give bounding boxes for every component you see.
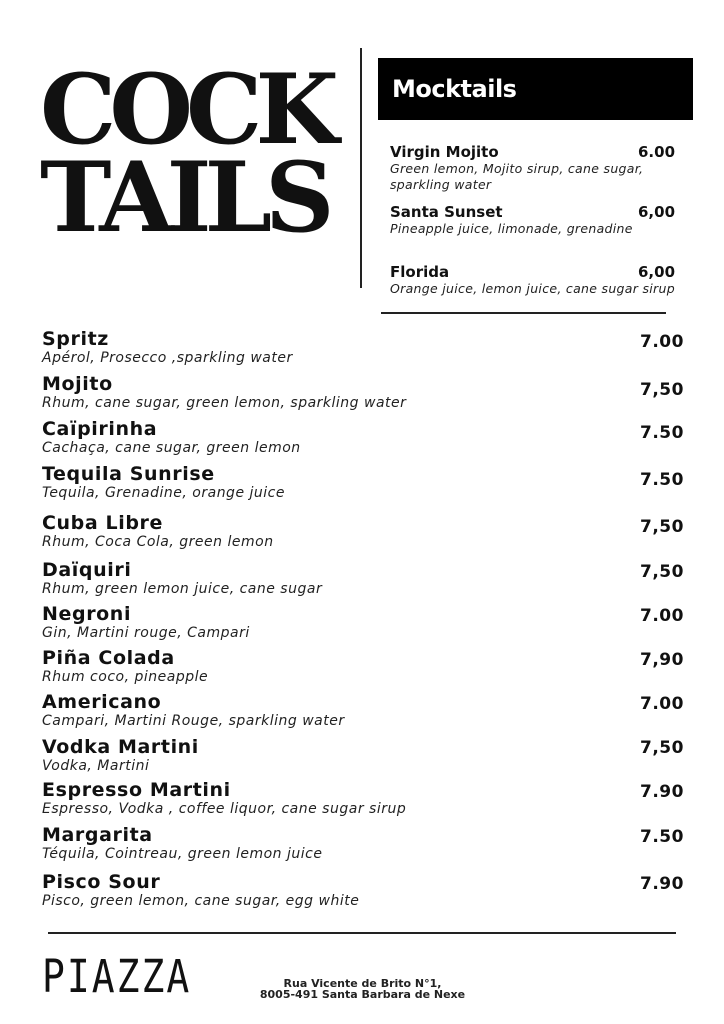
cocktail-description: Rhum, cane sugar, green lemon, sparkling water (42, 395, 407, 411)
page-title-line-2: TAILS (40, 141, 328, 254)
cocktail-price: 7,50 (640, 517, 684, 537)
mocktail-name: Virgin Mojito (390, 143, 499, 161)
mocktail-description: sparkling water (390, 177, 492, 192)
cocktail-description: Vodka, Martini (42, 758, 150, 774)
mocktail-item (390, 263, 715, 297)
brand-logo: PIAZZA (42, 950, 192, 1003)
cocktail-price: 7.50 (640, 827, 684, 847)
cocktail-item (42, 691, 692, 729)
page-title-line-1: COCK (40, 53, 332, 166)
cocktail-description: Espresso, Vodka , coffee liquor, cane sugar sirup (42, 801, 407, 817)
cocktail-description: Téquila, Cointreau, green lemon juice (42, 846, 323, 862)
cocktail-description: Rhum, green lemon juice, cane sugar (42, 581, 323, 597)
cocktail-price: 7.00 (640, 332, 684, 352)
cocktail-name: Mojito (42, 373, 113, 395)
mocktail-price: 6,00 (638, 263, 676, 281)
mocktail-name: Santa Sunset (390, 203, 503, 221)
cocktail-description: Campari, Martini Rouge, sparkling water (42, 713, 345, 729)
address-line-2: 8005-491 Santa Barbara de Nexe (259, 988, 466, 1001)
mocktail-description: Pineapple juice, limonade, grenadine (390, 221, 633, 236)
mocktail-price: 6.00 (638, 143, 676, 161)
footer-divider (48, 932, 676, 934)
cocktail-name: Caïpirinha (42, 418, 158, 440)
cocktail-price: 7.00 (640, 694, 684, 714)
cocktail-price: 7,90 (640, 650, 684, 670)
cocktail-item (42, 779, 692, 817)
mocktail-name: Florida (390, 263, 450, 281)
cocktail-description: Pisco, green lemon, cane sugar, egg white (42, 893, 360, 909)
cocktail-item (42, 559, 692, 597)
cocktail-name: Negroni (42, 603, 132, 625)
cocktail-item (42, 736, 692, 774)
cocktail-price: 7,50 (640, 738, 684, 758)
cocktail-description: Gin, Martini rouge, Campari (42, 625, 250, 641)
address-line-1: Rua Vicente de Brito N°1, (283, 977, 442, 990)
cocktail-item (42, 463, 692, 501)
cocktail-description: Rhum, Coca Cola, green lemon (42, 534, 274, 550)
mocktail-price: 6,00 (638, 203, 676, 221)
cocktail-price: 7,50 (640, 380, 684, 400)
address (250, 978, 475, 1000)
mocktail-description: Green lemon, Mojito sirup, cane sugar, (390, 161, 644, 176)
cocktail-description: Cachaça, cane sugar, green lemon (42, 440, 301, 456)
cocktail-description: Rhum coco, pineapple (42, 669, 209, 685)
cocktail-description: Tequila, Grenadine, orange juice (42, 485, 285, 501)
cocktail-name: Piña Colada (42, 647, 175, 669)
cocktail-item (42, 603, 692, 641)
cocktail-price: 7.50 (640, 423, 684, 443)
cocktail-description: Apérol, Prosecco ,sparkling water (42, 350, 293, 366)
cocktail-item (42, 647, 692, 685)
cocktail-name: Daïquiri (42, 559, 132, 581)
mocktails-heading: Mocktails (378, 58, 693, 120)
cocktail-item (42, 418, 692, 456)
cocktail-item (42, 373, 692, 411)
cocktail-name: Spritz (42, 328, 109, 350)
cocktail-name: Vodka Martini (42, 736, 199, 758)
cocktail-name: Margarita (42, 824, 153, 846)
cocktail-item (42, 871, 692, 909)
cocktail-name: Tequila Sunrise (42, 463, 215, 485)
mocktail-description: Orange juice, lemon juice, cane sugar sirup (390, 281, 675, 296)
mocktail-item (390, 143, 715, 193)
vertical-divider (360, 48, 362, 288)
mocktails-divider (381, 312, 666, 314)
cocktail-price: 7.90 (640, 782, 684, 802)
cocktail-price: 7,50 (640, 562, 684, 582)
cocktail-price: 7.50 (640, 470, 684, 490)
cocktail-name: Cuba Libre (42, 512, 163, 534)
mocktail-item (390, 203, 715, 237)
cocktail-name: Pisco Sour (42, 871, 161, 893)
cocktail-item (42, 328, 692, 366)
cocktail-price: 7.90 (640, 874, 684, 894)
cocktail-name: Espresso Martini (42, 779, 231, 801)
cocktail-name: Americano (42, 691, 162, 713)
cocktail-item (42, 824, 692, 862)
cocktail-price: 7.00 (640, 606, 684, 626)
cocktail-item (42, 512, 692, 550)
